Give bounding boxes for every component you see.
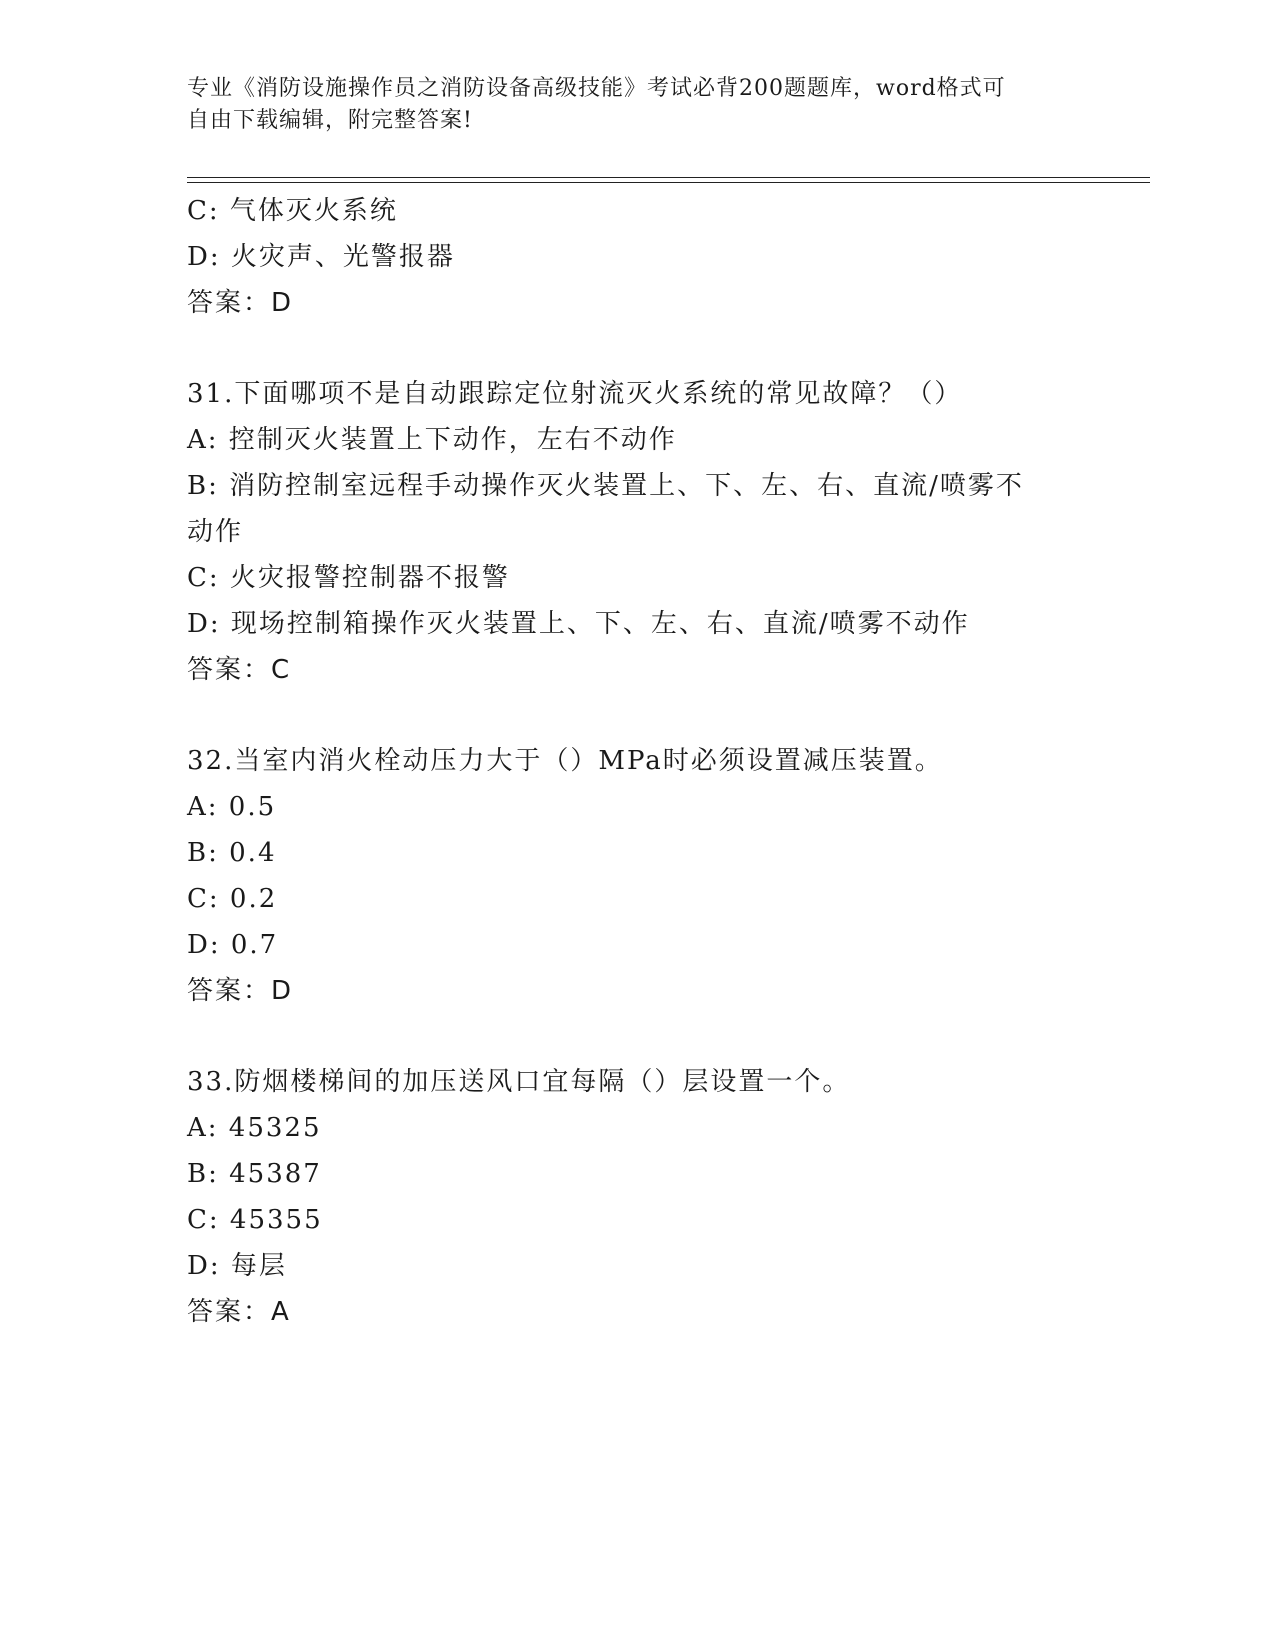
question-list (187, 188, 1087, 1335)
option-b-line-1: B: 消防控制室远程手动操作灭火装置上、下、左、右、直流/喷雾不 (187, 471, 1024, 501)
option-c: C: 气体灭火系统 (187, 196, 398, 226)
option-b-line-2: 动作 (187, 517, 244, 547)
document-header (187, 73, 1067, 137)
option-a: A: 45325 (187, 1113, 322, 1143)
option-a: A: 0.5 (187, 792, 277, 822)
question-33 (187, 1059, 1087, 1335)
question-stem: 32.当室内消火栓动压力大于（）MPa时必须设置减压装置。 (187, 746, 943, 776)
question-stem: 31.下面哪项不是自动跟踪定位射流灭火系统的常见故障？（） (187, 379, 963, 409)
question-32 (187, 738, 1087, 1014)
option-d: D: 火灾声、光警报器 (187, 242, 455, 272)
question-stem: 33.防烟楼梯间的加压送风口宜每隔（）层设置一个。 (187, 1067, 851, 1097)
header-divider-top (187, 177, 1150, 178)
header-line-1: 专业《消防设施操作员之消防设备高级技能》考试必背200题题库，word格式可 (187, 76, 1006, 101)
answer-line: 答案：A (187, 1297, 291, 1327)
answer-line: 答案：D (187, 288, 294, 318)
option-b: B: 45387 (187, 1159, 322, 1189)
question-31 (187, 371, 1087, 693)
option-b: B: 0.4 (187, 838, 277, 868)
option-d: D: 每层 (187, 1251, 287, 1281)
option-a: A: 控制灭火装置上下动作，左右不动作 (187, 425, 677, 455)
option-d: D: 现场控制箱操作灭火装置上、下、左、右、直流/喷雾不动作 (187, 609, 970, 639)
option-c: C: 0.2 (187, 884, 278, 914)
previous-question-tail (187, 188, 1087, 326)
option-d: D: 0.7 (187, 930, 279, 960)
option-c: C: 45355 (187, 1205, 323, 1235)
answer-line: 答案：D (187, 976, 294, 1006)
header-line-2: 自由下载编辑，附完整答案! (187, 108, 473, 133)
answer-line: 答案：C (187, 655, 292, 685)
header-divider-bottom (187, 182, 1150, 183)
option-c: C: 火灾报警控制器不报警 (187, 563, 510, 593)
